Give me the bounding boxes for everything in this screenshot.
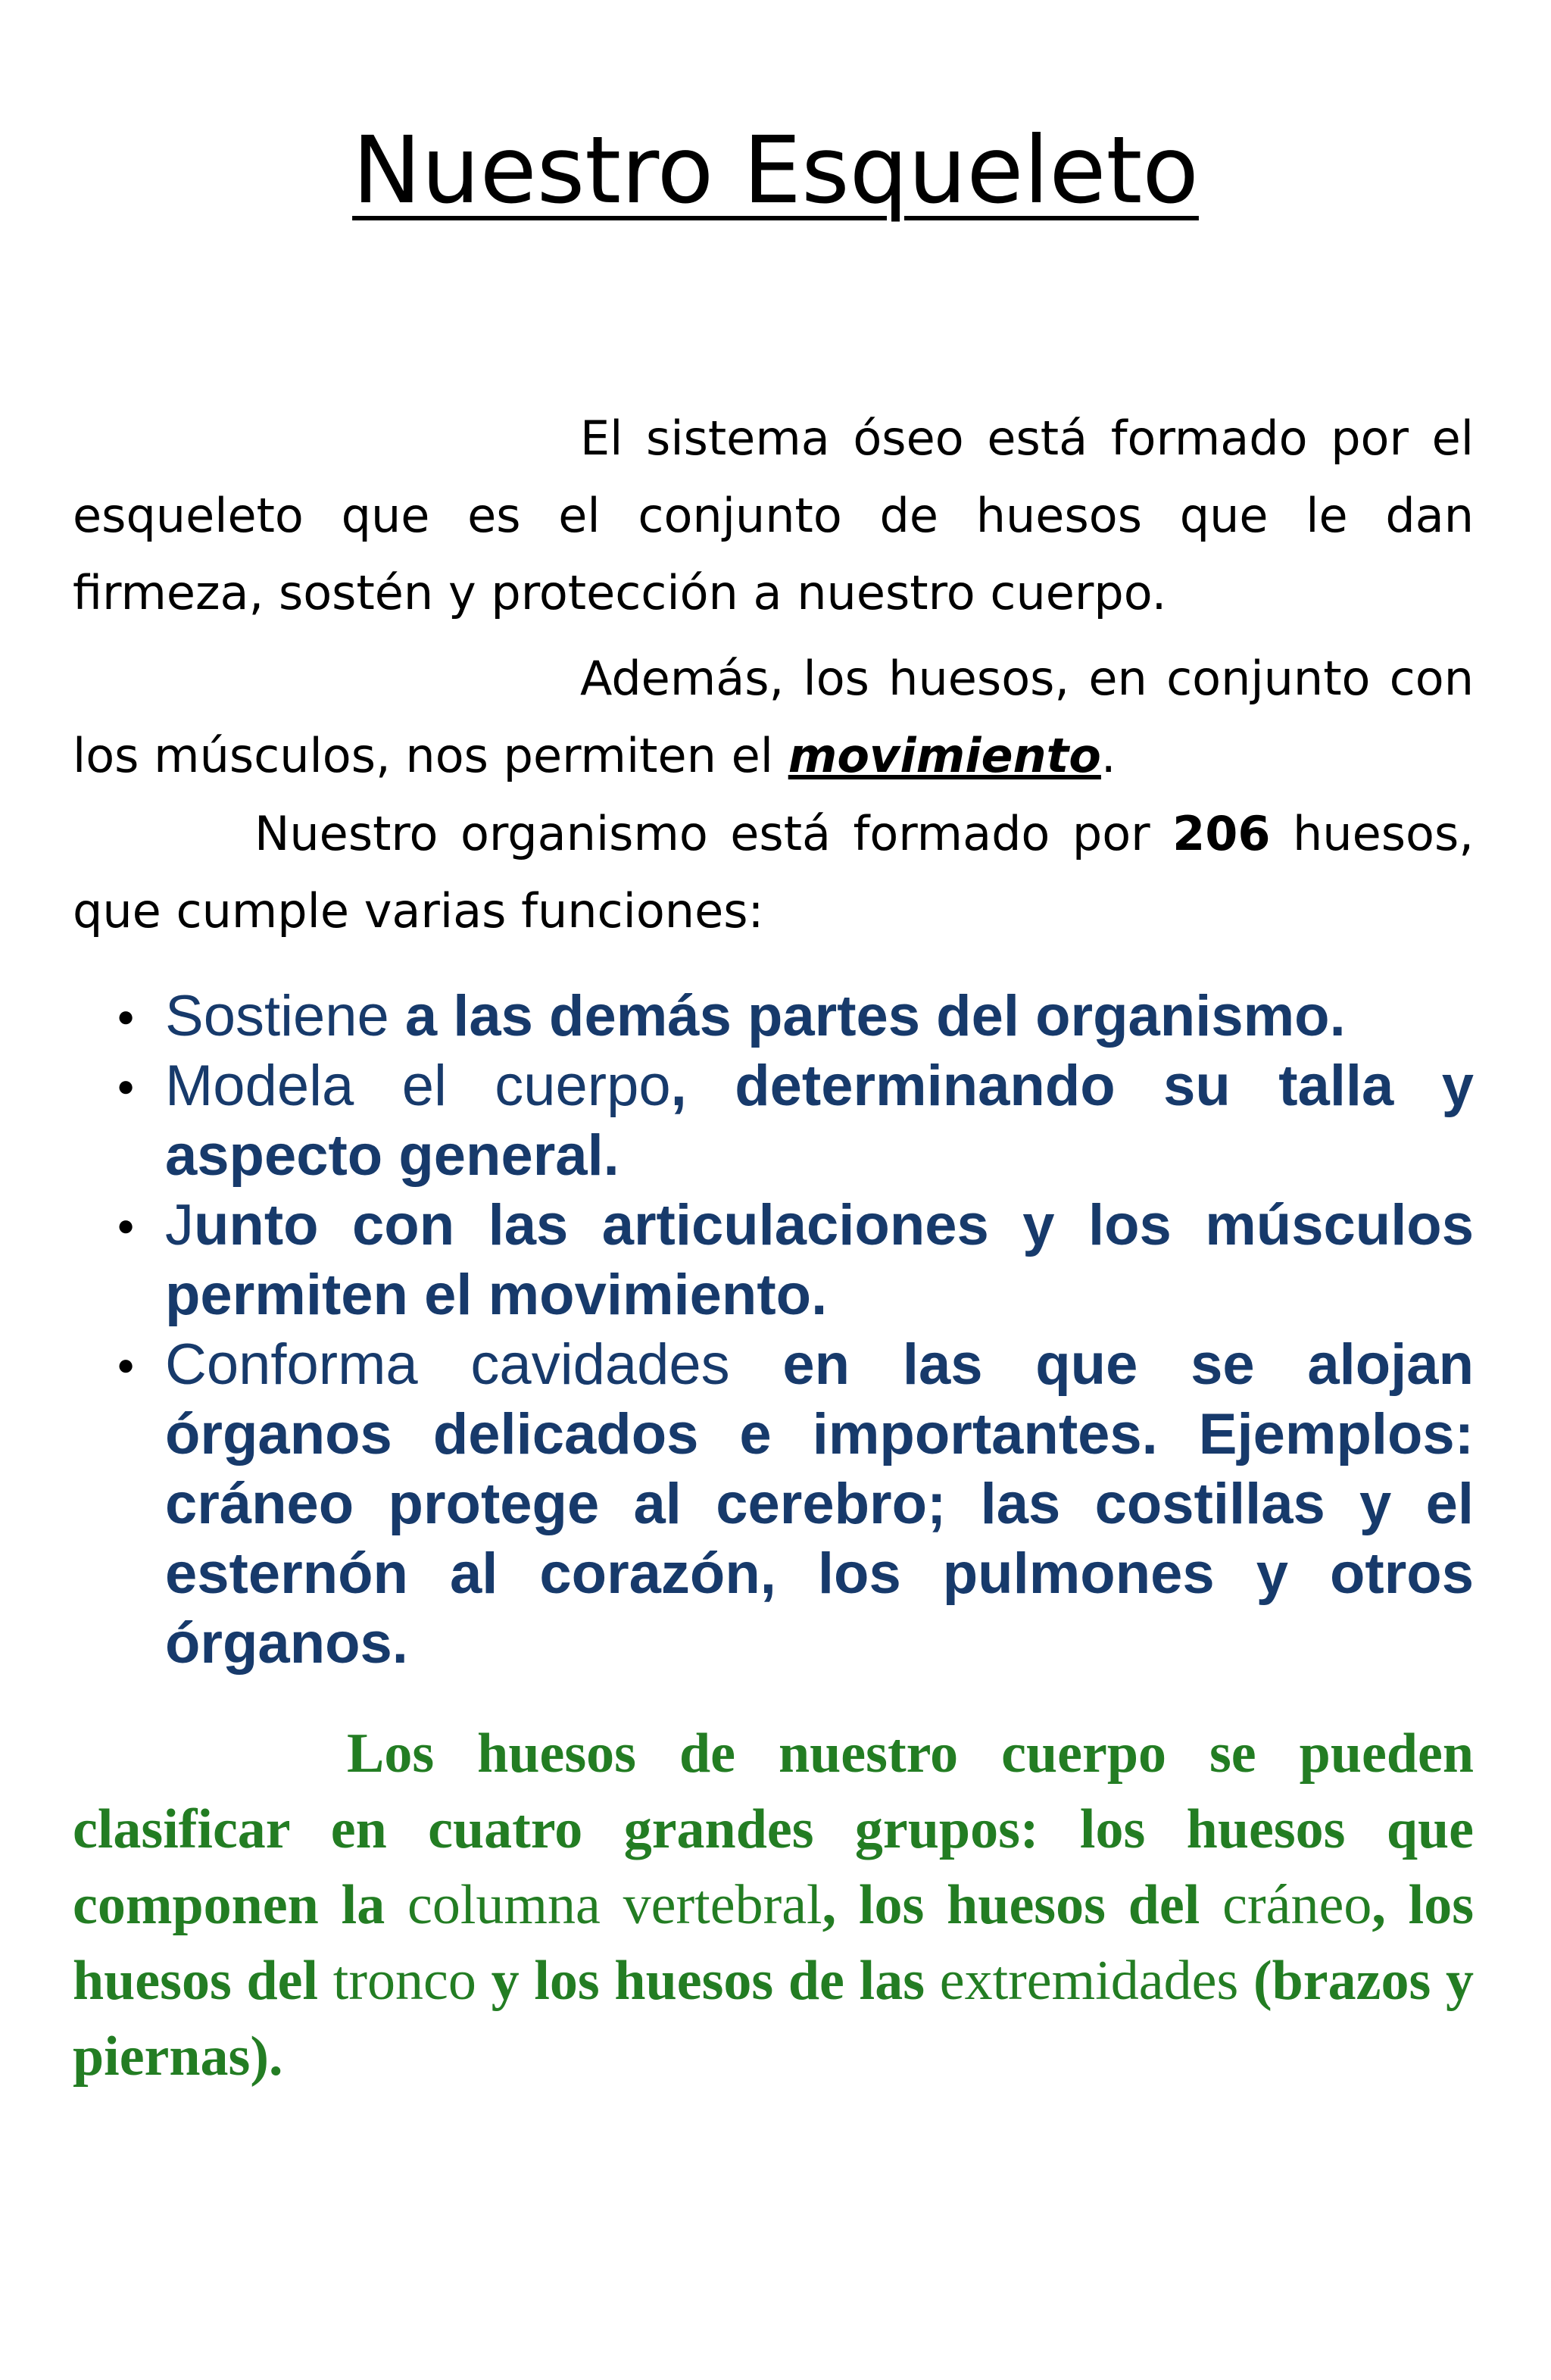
list-item [73,1191,1474,1330]
intro-text-3a: Nuestro organismo está formado por [254,806,1173,861]
intro-text-3b: huesos, que cumple varias funciones: [73,806,1474,939]
groups-text-1: Los huesos de nuestro cuerpo se pueden clasificar en cuatro grandes grupos: los huesos que componen la [73,1723,1474,1936]
group-tronco: tronco [332,1950,476,2012]
page-title [0,114,1551,227]
movement-highlight: movimiento [788,728,1101,783]
function-lead: J [165,1193,194,1257]
bone-groups-paragraph [73,1716,1474,2094]
list-item [73,1330,1474,1679]
intro-text-1: El sistema óseo está formado por el esqueleto que es el conjunto de huesos que le dan firmeza, sostén y protección a nuestro cuerpo. [73,411,1474,620]
function-rest: , determinando su talla y aspecto general. [165,1054,1475,1188]
groups-text-2: , los huesos del [822,1874,1223,1936]
intro-text-2a: Además, los huesos, en conjunto con los músculos, nos permiten el [73,651,1474,783]
page-title-text: Nuestro Esqueleto [352,117,1199,224]
group-columna: columna vertebral [407,1874,822,1936]
bullet-icon: ● [117,1348,136,1382]
function-rest: a las demás partes del organismo. [389,984,1346,1048]
bullet-icon: ● [117,1209,136,1242]
function-rest: en las que se alojan órganos delicados e importantes. Ejemplos: cráneo protege al cerebro; las costillas y el esternón al corazón, los pulmones y otros órganos. [165,1332,1474,1676]
intro-paragraph-2 [73,640,1474,795]
functions-list [73,982,1474,1679]
bullet-icon: ● [117,1070,136,1103]
function-lead: Sostiene [165,984,389,1048]
intro-paragraph-3 [73,795,1474,950]
intro-text-2b: . [1100,728,1116,783]
function-rest: unto con las articulaciones y los músculos permiten el movimiento. [165,1193,1474,1327]
group-craneo: cráneo [1222,1874,1372,1936]
list-item [73,1051,1474,1191]
list-item [73,982,1474,1051]
groups-text-4: y los huesos de las [476,1950,940,2012]
function-lead: Modela el cuerpo [165,1054,671,1118]
intro-paragraph-1 [73,400,1474,632]
function-lead: Conforma cavidades [165,1332,730,1397]
groups-text-5: (brazos y piernas). [73,1950,1475,2088]
groups-text-3: , los huesos del [73,1874,1475,2012]
bone-count: 206 [1172,806,1271,861]
group-extremidades: extremidades [939,1950,1239,2012]
bullet-icon: ● [117,1000,136,1033]
